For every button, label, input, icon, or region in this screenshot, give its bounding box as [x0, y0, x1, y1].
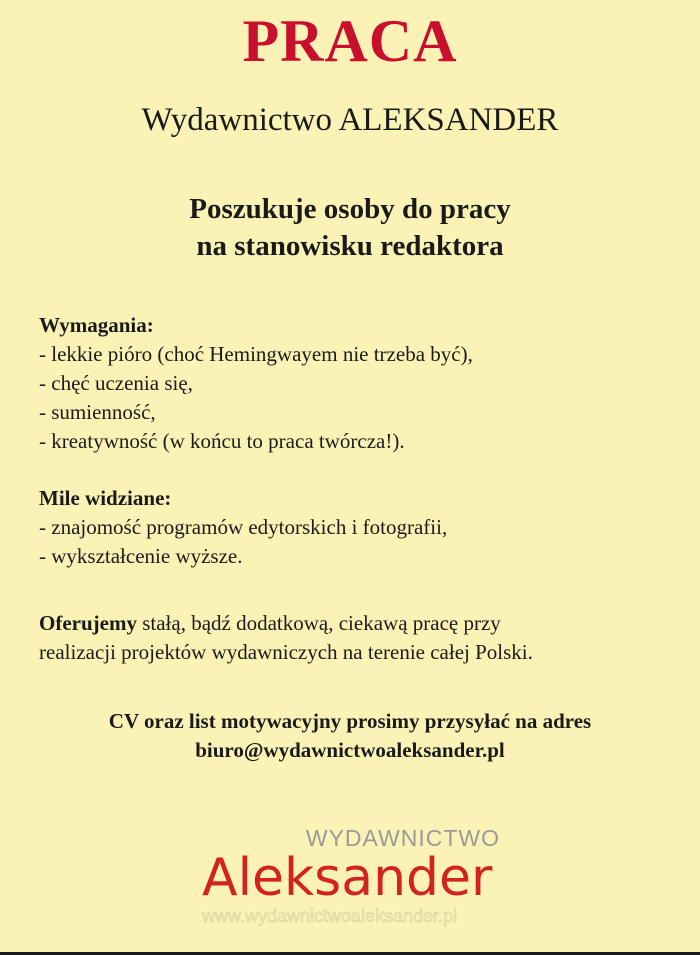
nice-to-have-item: - znajomość programów edytorskich i fotografii, — [39, 515, 448, 539]
requirements-heading: Wymagania: — [39, 313, 154, 337]
contact-instruction: CV oraz list motywacyjny prosimy przysyłać na adres — [108, 709, 592, 733]
nice-to-have-heading: Mile widziane: — [39, 486, 172, 510]
requirement-item: - sumienność, — [39, 400, 156, 424]
requirement-item: - kreatywność (w końcu to praca twórcza!). — [39, 429, 405, 453]
company-name: Wydawnictwo ALEKSANDER — [141, 102, 559, 138]
nice-to-have-item: - wykształcenie wyższe. — [39, 544, 243, 568]
publisher-logo — [190, 822, 510, 932]
contact-section — [0, 707, 700, 765]
contact-email: biuro@wydawnictwoaleksander.pl — [195, 738, 505, 762]
offer-line-2: realizacji projektów wydawniczych na terenie całej Polski. — [39, 640, 533, 664]
offer-line-1-text: stałą, bądź dodatkową, ciekawą pracę przy — [136, 611, 501, 635]
offer-line-1 — [39, 609, 679, 638]
headline-line-2: na stanowisku redaktora — [196, 230, 504, 262]
logo-url-text: www.wydawnictwoaleksander.pl — [202, 906, 458, 926]
offer-section — [39, 609, 679, 667]
logo-main-text: Aleksander — [202, 848, 493, 908]
logo-top-text: WYDAWNICTWO — [305, 825, 500, 851]
requirements-section — [39, 311, 679, 456]
ad-title: PRACA — [242, 8, 458, 74]
headline-line-1: Poszukuje osoby do pracy — [189, 193, 511, 225]
requirement-item: - lekkie pióro (choć Hemingwayem nie trzeba być), — [39, 342, 473, 366]
requirement-item: - chęć uczenia się, — [39, 371, 193, 395]
offer-lead: Oferujemy — [39, 611, 137, 635]
headline — [0, 191, 700, 265]
nice-to-have-section — [39, 484, 679, 571]
